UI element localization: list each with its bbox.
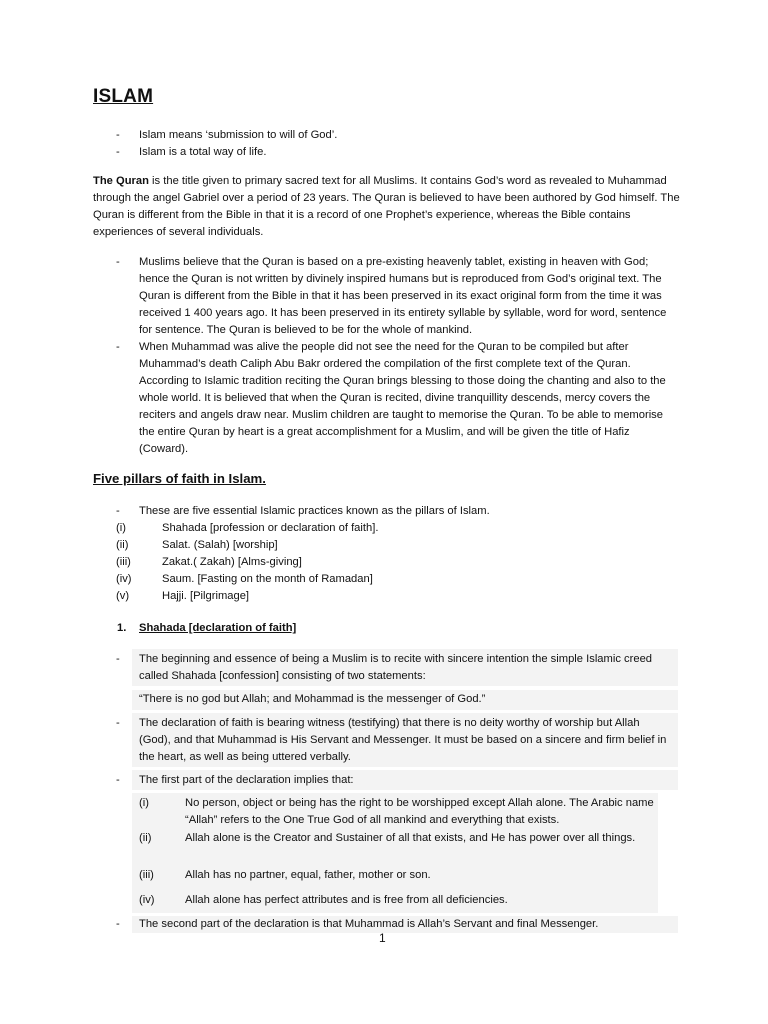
pillar-number: (iv) xyxy=(116,573,132,585)
pillar-item: Zakat.( Zakah) [Alms-giving] xyxy=(162,556,302,568)
pillars-heading: Five pillars of faith in Islam. xyxy=(93,471,266,486)
pillar-item: Saum. [Fasting on the month of Ramadan] xyxy=(162,573,373,585)
quran-term: The Quran xyxy=(93,175,149,187)
quran-description: is the title given to primary sacred text for all Muslims. It contains God’s word as revealed to Muhammad through the angel Gabriel over a period of 23 years. The Quran is believed to have been authored by God himself. The Quran is different from the Bible in that it is a record of one Prophet’s experience, whereas the Bible contains experiences of several individuals. xyxy=(93,175,680,238)
section-number: 1. xyxy=(117,622,127,634)
pillar-number: (ii) xyxy=(116,539,129,551)
bullet-dash: - xyxy=(116,146,120,158)
pillar-number: (iii) xyxy=(116,556,131,568)
pillar-number: (v) xyxy=(116,590,130,602)
bullet-dash: - xyxy=(116,918,120,930)
pillar-item: Salat. (Salah) [worship] xyxy=(162,539,278,551)
intro-bullet: Islam is a total way of life. xyxy=(139,146,267,158)
shahada-bullet: The first part of the declaration implies that: xyxy=(139,774,354,786)
bullet-dash: - xyxy=(116,341,120,353)
first-part-item: Allah has no partner, equal, father, mother or son. xyxy=(185,869,431,881)
bullet-dash: - xyxy=(116,129,120,141)
first-part-item: Allah alone is the Creator and Sustainer of all that exists, and He has power over all things. xyxy=(185,832,636,844)
quran-bullet: Muslims believe that the Quran is based on a pre-existing heavenly tablet, existing in heaven with God; hence the Quran is not written by divinely inspired humans but is reproduced from God’s original text. The Quran is different from the Bible in that it has been preserved in its exact original form from the time it was received 1 400 years ago. It has been preserved in its entirety syllable by syllable, word for word, sentence for sentence. The Quran is believed to be for the whole of mankind. xyxy=(139,256,667,336)
bullet-dash: - xyxy=(116,505,120,517)
intro-bullet: Islam means ‘submission to will of God’. xyxy=(139,129,338,141)
quran-paragraph xyxy=(93,173,681,241)
page-number: 1 xyxy=(379,931,386,945)
page-title: ISLAM xyxy=(93,86,154,107)
pillars-intro: These are five essential Islamic practices known as the pillars of Islam. xyxy=(139,505,490,517)
shahada-quote: “There is no god but Allah; and Mohammad is the messenger of God.” xyxy=(139,693,486,705)
section-heading: Shahada [declaration of faith] xyxy=(139,622,297,634)
pillar-item: Hajji. [Pilgrimage] xyxy=(162,590,250,602)
bullet-dash: - xyxy=(116,256,120,268)
pillar-number: (i) xyxy=(116,522,126,534)
item-number: (i) xyxy=(139,797,149,809)
item-number: (iii) xyxy=(139,869,154,881)
first-part-item: No person, object or being has the right to be worshipped except Allah alone. The Arabic name “Allah” refers to the One True God of all mankind and everything that exists. xyxy=(185,797,654,826)
second-part-text: The second part of the declaration is that Muhammad is Allah’s Servant and final Messenger. xyxy=(139,918,599,930)
first-part-item: Allah alone has perfect attributes and is free from all deficiencies. xyxy=(185,894,508,906)
bullet-dash: - xyxy=(116,717,120,729)
bullet-dash: - xyxy=(116,653,120,665)
quran-bullet: When Muhammad was alive the people did not see the need for the Quran to be compiled but after Muhammad’s death Caliph Abu Bakr ordered the compilation of the first complete text of the Quran. According to Islamic tradition reciting the Quran brings blessing to those doing the chanting and also to the whole world. It is believed that when the Quran is recited, divine tranquillity descends, mercy covers the reciters and angels draw near. Muslim children are taught to memorise the Quran. To be able to memorise the entire Quran by heart is a great accomplishment for a Muslim, and will be given the title of Hafiz (Coward). xyxy=(139,341,666,455)
shahada-bullet: The beginning and essence of being a Muslim is to recite with sincere intention the simple Islamic creed called Shahada [confession] consisting of two statements: xyxy=(139,653,653,682)
pillar-item: Shahada [profession or declaration of faith]. xyxy=(162,522,379,534)
item-number: (ii) xyxy=(139,832,152,844)
item-number: (iv) xyxy=(139,894,155,906)
bullet-dash: - xyxy=(116,774,120,786)
shahada-bullet: The declaration of faith is bearing witness (testifying) that there is no deity worthy of worship but Allah (God), and that Muhammad is His Servant and Messenger. It must be based on a sincere and firm belief in the heart, as well as being uttered verbally. xyxy=(139,717,667,763)
